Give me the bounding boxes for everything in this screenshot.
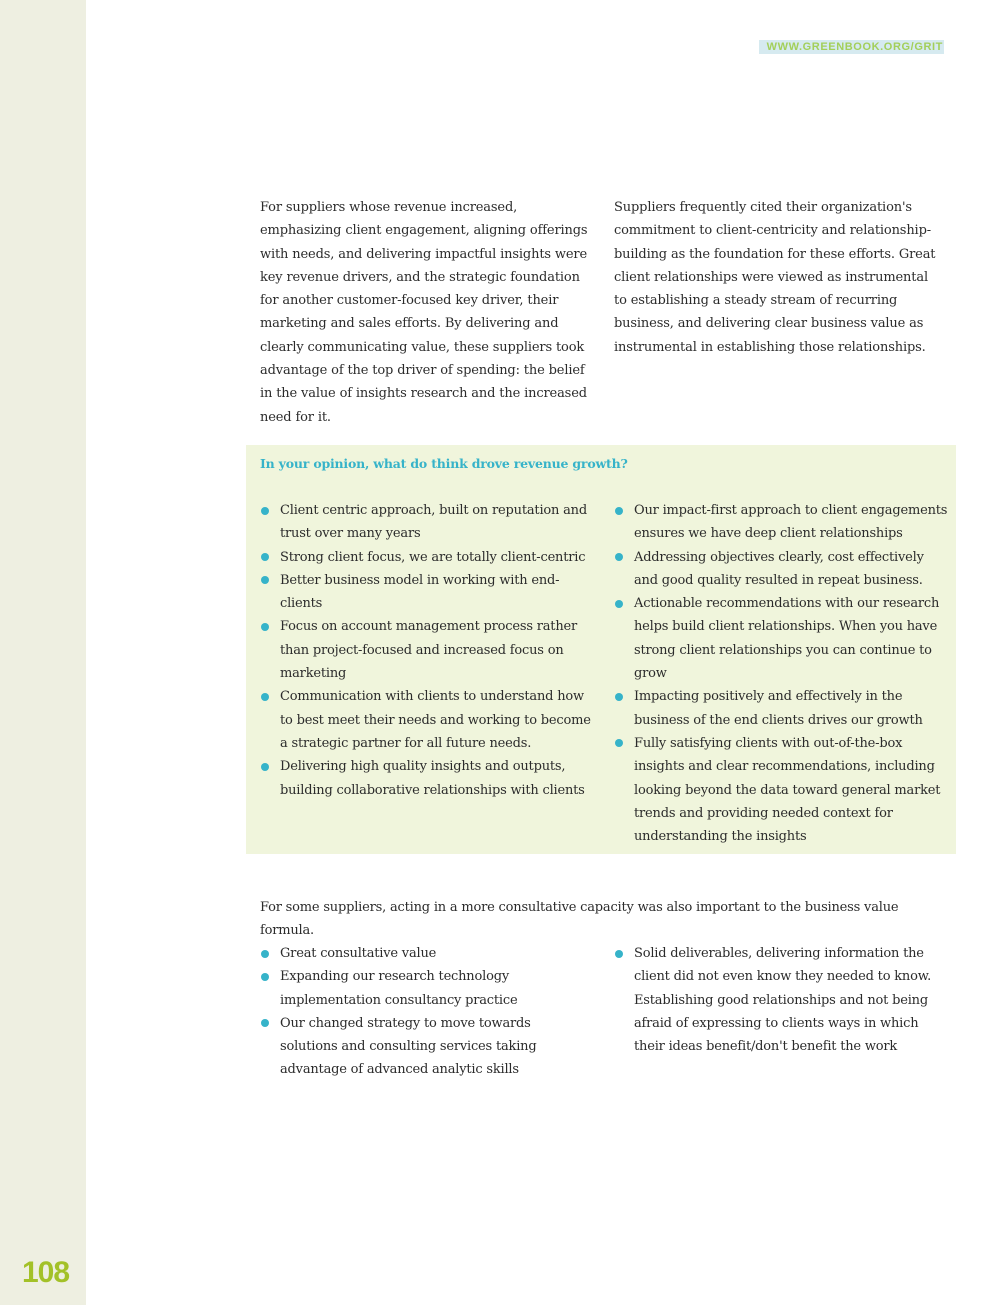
bullet-dot-icon xyxy=(261,1019,269,1027)
page-number: 108 xyxy=(22,1256,70,1289)
list-item xyxy=(260,685,592,755)
bullet-dot-icon xyxy=(261,623,269,631)
list-item-text: Addressing objectives clearly, cost effectively and good quality resulted in repeat business. xyxy=(634,549,924,588)
list-item xyxy=(614,499,948,546)
intro-paragraph-right: Suppliers frequently cited their organization's commitment to client-centricity and relationship-building as the foundation for these efforts. Great client relationships were viewed as instrumental to establishing a steady stream of recurring business, and delivering clear business value as instrumental in establishing those relationships. xyxy=(614,200,936,355)
list-item-text: Our changed strategy to move towards solutions and consulting services taking advantage of advanced analytic skills xyxy=(280,1015,537,1078)
list-item-text: Strong client focus, we are totally client-centric xyxy=(280,549,586,565)
side-bar xyxy=(0,0,86,1305)
list-item xyxy=(260,965,592,1012)
bullet-dot-icon xyxy=(615,693,623,701)
list-item-text: Great consultative value xyxy=(280,946,437,961)
list-item-text: Communication with clients to understand how to best meet their needs and working to become a strategic partner for all future needs. xyxy=(280,689,591,751)
list-item xyxy=(260,569,592,616)
list-item-text: Better business model in working with end-clients xyxy=(280,572,560,612)
bullet-dot-icon xyxy=(261,576,269,584)
bullet-dot-icon xyxy=(261,950,269,958)
bullet-dot-icon xyxy=(615,553,623,561)
list-item-text: Actionable recommendations with our research helps build client relationships. When you have strong client relationships you can continue to grow xyxy=(634,596,940,682)
list-item-text: Client centric approach, built on reputation and trust over many years xyxy=(280,503,587,542)
list-item xyxy=(614,592,948,685)
bullet-dot-icon xyxy=(615,739,623,747)
list-item-text: Solid deliverables, delivering information the client did not even know they needed to know. Establishing good relationships and not being afraid of expressing to clients ways in which their ideas benefit/don't benefit the work xyxy=(634,946,932,1055)
list-item xyxy=(260,546,592,569)
bullet-dot-icon xyxy=(615,950,623,958)
bullet-dot-icon xyxy=(615,507,623,515)
list-item xyxy=(614,546,948,593)
intro-paragraph-left: For suppliers whose revenue increased, emphasizing client engagement, aligning offerings with needs, and delivering impactful insights were key revenue drivers, and the strategic foundation for another customer-focused key driver, their marketing and sales efforts. By delivering and clearly communicating value, these suppliers took advantage of the top driver of spending: the belief in the value of insights research and the increased need for it. xyxy=(260,200,588,425)
quote-list-right xyxy=(614,499,948,848)
list-item xyxy=(260,499,592,546)
list-item-text: Delivering high quality insights and outputs, building collaborative relationships with clients xyxy=(280,759,585,798)
bullet-dot-icon xyxy=(261,973,269,981)
bullet-dot-icon xyxy=(261,507,269,515)
list-item-text: Our impact-first approach to client engagements ensures we have deep client relationships xyxy=(634,503,948,542)
bullet-dot-icon xyxy=(261,763,269,771)
bullet-dot-icon xyxy=(615,600,623,608)
list-item xyxy=(614,942,934,1058)
consultative-list-left xyxy=(260,942,592,1082)
quote-box-question: In your opinion, what do think drove revenue growth? xyxy=(260,456,628,471)
list-item-text: Fully satisfying clients with out-of-the-box insights and clear recommendations, including looking beyond the data toward general market trends and providing needed context for understanding the insights xyxy=(634,735,941,845)
quote-list-left xyxy=(260,499,592,802)
list-item xyxy=(614,732,948,848)
consultative-intro: For some suppliers, acting in a more consultative capacity was also important to the business value formula. xyxy=(260,900,899,939)
bullet-dot-icon xyxy=(261,693,269,701)
list-item xyxy=(260,1012,592,1082)
header-url-link[interactable]: WWW.GREENBOOK.ORG/GRIT xyxy=(759,40,944,54)
bullet-dot-icon xyxy=(261,553,269,561)
list-item-text: Expanding our research technology implementation consultancy practice xyxy=(280,969,518,1008)
list-item xyxy=(260,755,592,802)
list-item xyxy=(614,685,948,732)
list-item xyxy=(260,942,592,965)
list-item-text: Focus on account management process rather than project-focused and increased focus on marketing xyxy=(280,619,578,682)
list-item xyxy=(260,615,592,685)
consultative-list-right xyxy=(614,942,934,1058)
list-item-text: Impacting positively and effectively in the business of the end clients drives our growth xyxy=(634,689,923,728)
